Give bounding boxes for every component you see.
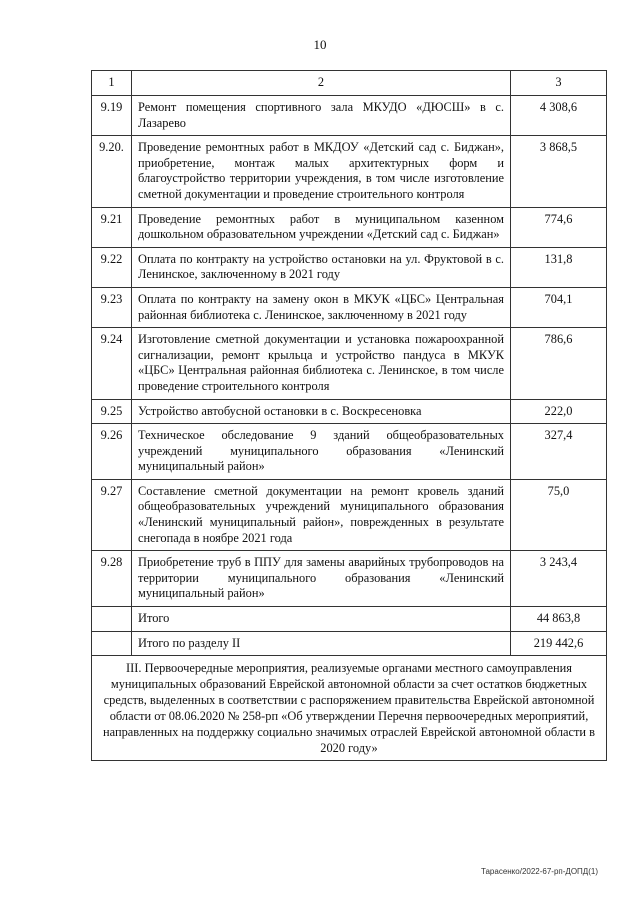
- row-number: 9.22: [92, 247, 132, 287]
- row-amount: 222,0: [511, 399, 607, 424]
- column-header-1: 1: [92, 71, 132, 96]
- table-row: [92, 207, 607, 247]
- column-header-2: 2: [132, 71, 511, 96]
- table-row: [92, 96, 607, 136]
- table-row: [92, 399, 607, 424]
- row-description: Устройство автобусной остановки в с. Воскресеновка: [132, 399, 511, 424]
- row-number: 9.21: [92, 207, 132, 247]
- section-heading: III. Первоочередные мероприятия, реализуемые органами местного самоуправления муниципальных образований Еврейской автономной области за счет остатков бюджетных средств, выделенных в соответствии с распоряжением правительства Еврейской автономной области от 08.06.2020 № 258-рп «Об утверждении Перечня первоочередных мероприятий, направленных на поддержку социально значимых отраслей Еврейской автономной области в 2020 году»: [92, 656, 607, 761]
- table-body: [92, 96, 607, 761]
- table-row: [92, 551, 607, 607]
- total-value: 44 863,8: [511, 607, 607, 632]
- row-amount: 3 243,4: [511, 551, 607, 607]
- row-number: 9.23: [92, 287, 132, 327]
- table-row: [92, 287, 607, 327]
- row-number: 9.27: [92, 479, 132, 550]
- row-description: Техническое обследование 9 зданий общеобразовательных учреждений муниципального образования «Ленинский муниципальный район»: [132, 424, 511, 480]
- table-row: [92, 328, 607, 399]
- row-amount: 4 308,6: [511, 96, 607, 136]
- table-row: [92, 247, 607, 287]
- section-total-label: Итого по разделу II: [132, 631, 511, 656]
- row-description: Проведение ремонтных работ в муниципальном казенном дошкольном образовательном учреждении «Детский сад с. Биджан»: [132, 207, 511, 247]
- row-amount: 75,0: [511, 479, 607, 550]
- row-description: Оплата по контракту на замену окон в МКУК «ЦБС» Центральная районная библиотека с. Ленинское, заключенному в 2021 году: [132, 287, 511, 327]
- row-amount: 774,6: [511, 207, 607, 247]
- expenditure-table: [91, 70, 607, 761]
- table-row: [92, 424, 607, 480]
- document-code: Тарасенко/2022-67-рп-ДОПД(1): [480, 867, 598, 876]
- table-header-row: [92, 71, 607, 96]
- row-number: 9.24: [92, 328, 132, 399]
- row-amount: 131,8: [511, 247, 607, 287]
- table-row: [92, 479, 607, 550]
- section-heading-row: [92, 656, 607, 761]
- total-label: Итого: [132, 607, 511, 632]
- total-num-cell: [92, 607, 132, 632]
- row-amount: 3 868,5: [511, 136, 607, 207]
- row-number: 9.20.: [92, 136, 132, 207]
- row-number: 9.25: [92, 399, 132, 424]
- row-amount: 327,4: [511, 424, 607, 480]
- row-description: Проведение ремонтных работ в МКДОУ «Детский сад с. Биджан», приобретение, монтаж малых архитектурных форм и благоустройство территории учреждения, в том числе изготовление сметной документации и проведение строительного контроля: [132, 136, 511, 207]
- row-description: Изготовление сметной документации и установка пожароохранной сигнализации, ремонт крыльца и устройство пандуса в МКУК «ЦБС» Центральная районная библиотека с. Ленинское, в том числе проведение строительного контроля: [132, 328, 511, 399]
- section-total-row: [92, 631, 607, 656]
- row-description: Ремонт помещения спортивного зала МКУДО «ДЮСШ» в с. Лазарево: [132, 96, 511, 136]
- row-description: Составление сметной документации на ремонт кровель зданий общеобразовательных учреждений муниципального образования «Ленинский муниципальный район», поврежденных в результате снегопада в ноябре 2021 года: [132, 479, 511, 550]
- row-description: Приобретение труб в ППУ для замены аварийных трубопроводов на территории муниципального образования «Ленинский муниципальный район»: [132, 551, 511, 607]
- row-amount: 704,1: [511, 287, 607, 327]
- row-description: Оплата по контракту на устройство остановки на ул. Фруктовой в с. Ленинское, заключенному в 2021 году: [132, 247, 511, 287]
- section-total-num-cell: [92, 631, 132, 656]
- section-total-value: 219 442,6: [511, 631, 607, 656]
- row-number: 9.26: [92, 424, 132, 480]
- column-header-3: 3: [511, 71, 607, 96]
- row-amount: 786,6: [511, 328, 607, 399]
- total-row: [92, 607, 607, 632]
- table-row: [92, 136, 607, 207]
- page-number: 10: [313, 37, 327, 52]
- row-number: 9.28: [92, 551, 132, 607]
- row-number: 9.19: [92, 96, 132, 136]
